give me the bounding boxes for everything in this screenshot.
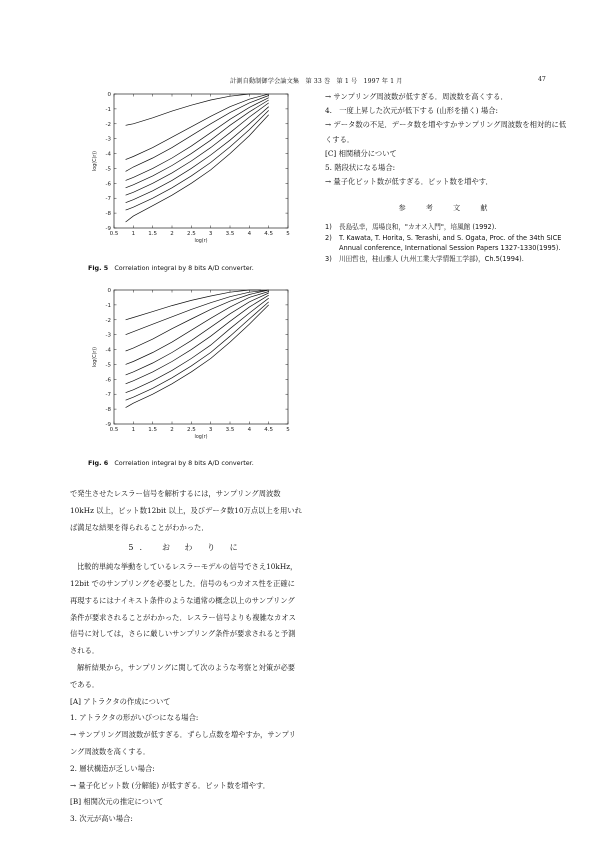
- y-tick-label: -5: [105, 166, 111, 173]
- references-list: [325, 222, 570, 264]
- reference-item: [325, 233, 570, 253]
- x-tick-label: 3: [208, 231, 213, 237]
- series-line-4: [126, 98, 269, 181]
- x-tick-label: 5: [286, 427, 290, 433]
- x-tick-label: 1.5: [148, 427, 158, 433]
- page-number: 47: [538, 76, 546, 83]
- x-tick-label: 5: [286, 231, 290, 237]
- series-line-2: [126, 290, 269, 335]
- reference-number: 1): [325, 222, 332, 231]
- x-tick-label: 1.5: [148, 231, 158, 237]
- series-line-9: [126, 115, 269, 222]
- series-line-6: [126, 103, 269, 195]
- reference-text: 川田哲也，桂山雅人 (九州工業大学情報工学部)，Ch.5(1994).: [339, 254, 524, 263]
- list-item: → 量子化ビット数 (分解能) が低すぎる．ビット数を増やす．: [70, 780, 271, 790]
- y-tick-label: -4: [105, 347, 111, 354]
- series-line-1: [126, 94, 261, 125]
- list-item: [B] 相関次元の推定について: [70, 797, 164, 807]
- series-line-4: [126, 292, 269, 365]
- x-tick-label: 0.5: [109, 231, 119, 237]
- y-tick-label: -7: [105, 392, 111, 399]
- x-tick-label: 4.5: [264, 427, 274, 433]
- list-item: 2. 層状構造が乏しい場合:: [70, 763, 155, 773]
- y-tick-label: -7: [105, 196, 111, 203]
- figure-5-caption-label: Fig. 5: [88, 264, 109, 272]
- x-axis-label: log(r): [194, 239, 208, 244]
- x-tick-label: 3: [208, 427, 213, 433]
- paragraph-conclusion-2: 解析結果から，サンプリングに関して次のような考察と対策が必要である．: [70, 662, 296, 689]
- reference-text: T. Kawata, T. Horita, S. Terashi, and S. Ogata, Proc. of the 34th SICE Annual conference, International Session Papers 1327-1330(1995).: [339, 233, 562, 252]
- x-tick-label: 4.5: [264, 231, 274, 237]
- y-tick-label: -1: [105, 106, 111, 113]
- x-tick-label: 4: [247, 427, 252, 433]
- series-line-5: [126, 293, 269, 375]
- plot-frame: [114, 290, 288, 424]
- figure-5-chart: [88, 86, 298, 251]
- figure-6-caption: [88, 459, 254, 467]
- running-head: 計測自動制御学会論文集 第 33 巻 第 1 号 1997 年 1 月: [230, 78, 403, 85]
- list-item: 5. 階段状になる場合:: [325, 163, 396, 173]
- y-tick-label: -5: [105, 362, 111, 369]
- y-tick-label: -2: [105, 317, 111, 324]
- series-line-3: [126, 96, 269, 172]
- paragraph-conclusion-1: 比較的単純な挙動をしているレスラーモデルの信号でさえ10kHz，12bit でのサンプリングを必要とした．信号のもつカオス性を正確に再現するにはナイキスト条件のような通常の概念以上のサンプリング条件が要求されることがわかった．レスラー信号よりも複雑なカオス信号に対しては，さらに厳しいサンプリング条件が要求されると予測される．: [70, 562, 298, 656]
- x-tick-label: 3.5: [225, 231, 235, 237]
- x-tick-label: 2.5: [186, 231, 196, 237]
- x-tick-label: 1: [131, 231, 136, 237]
- x-axis-label: log(r): [194, 435, 208, 440]
- list-item: 3. 次元が高い場合:: [70, 814, 133, 824]
- section-title-conclusion: 5. お わ り に: [128, 543, 244, 553]
- list-item: → サンプリング周波数が低すぎる．周波数を高くする．: [325, 92, 508, 101]
- series-line-6: [126, 295, 269, 384]
- x-tick-label: 3.5: [225, 427, 235, 433]
- x-tick-label: 2: [170, 231, 174, 237]
- list-item: [C] 相関積分について: [325, 148, 397, 158]
- list-item: 1. アトラクタの形がいびつになる場合:: [70, 713, 199, 723]
- y-tick-label: -2: [105, 121, 111, 128]
- x-tick-label: 4: [247, 231, 252, 237]
- y-axis-label: log(C(r)): [93, 150, 98, 172]
- y-tick-label: 0: [107, 288, 111, 294]
- y-tick-label: -3: [105, 136, 111, 143]
- reference-number: 3): [325, 254, 332, 263]
- list-item: [A] アトラクタの作成について: [70, 696, 171, 706]
- figure-5-caption: [88, 264, 254, 272]
- x-tick-label: 2: [170, 427, 174, 433]
- paragraph-continuation: で発生させたレスラー信号を解析するには，サンプリング周波数10kHz 以上，ビット数12bit 以上，及びデータ数10万点以上を用いれば満足な結果を得られることがわかった．: [70, 489, 302, 532]
- y-tick-label: -3: [105, 332, 111, 339]
- list-item: → 量子化ビット数が低すぎる．ビット数を増やす．: [325, 177, 493, 187]
- reference-item: [325, 222, 570, 232]
- figure-5: [88, 86, 298, 251]
- series-line-7: [126, 107, 269, 203]
- y-tick-label: -1: [105, 302, 111, 309]
- y-tick-label: -6: [105, 181, 111, 188]
- y-tick-label: 0: [107, 92, 111, 98]
- x-tick-label: 1: [131, 427, 136, 433]
- series-line-5: [126, 100, 269, 188]
- reference-item: [325, 254, 570, 264]
- list-item: → サンプリング周波数が低すぎる．ずらし点数を増やすか，サンプリング周波数を高くする．: [70, 730, 296, 756]
- figure-6-caption-label: Fig. 6: [88, 459, 109, 467]
- x-tick-label: 0.5: [109, 427, 119, 433]
- x-tick-label: 2.5: [186, 427, 196, 433]
- y-tick-label: -8: [105, 407, 111, 414]
- y-tick-label: -9: [105, 422, 111, 428]
- reference-number: 2): [325, 233, 332, 242]
- y-tick-label: -8: [105, 211, 111, 218]
- series-line-8: [126, 302, 269, 400]
- figure-6-caption-text: Correlation integral by 8 bits A/D converter.: [114, 459, 254, 467]
- list-item: 4. 一度上昇した次元が低下する (山形を描く) 場合:: [325, 106, 498, 116]
- series-line-9: [126, 305, 269, 408]
- y-tick-label: -6: [105, 377, 111, 384]
- list-item: → データ数の不足．データ数を増やすかサンプリング周波数を相対的に低くする．: [325, 120, 567, 144]
- y-tick-label: -9: [105, 226, 111, 232]
- figure-6: [88, 282, 298, 447]
- y-tick-label: -4: [105, 151, 111, 158]
- right-column: [325, 90, 570, 265]
- references-heading: 参 考 文 献: [398, 204, 497, 213]
- figure-6-chart: [88, 282, 298, 447]
- reference-text: 長島弘幸，馬場良和，"カオス入門"，培風館 (1992).: [339, 222, 497, 231]
- plot-frame: [114, 94, 288, 228]
- figure-5-caption-text: Correlation integral by 8 bits A/D converter.: [114, 264, 254, 272]
- y-axis-label: log(C(r)): [93, 346, 98, 368]
- left-body: [70, 486, 302, 828]
